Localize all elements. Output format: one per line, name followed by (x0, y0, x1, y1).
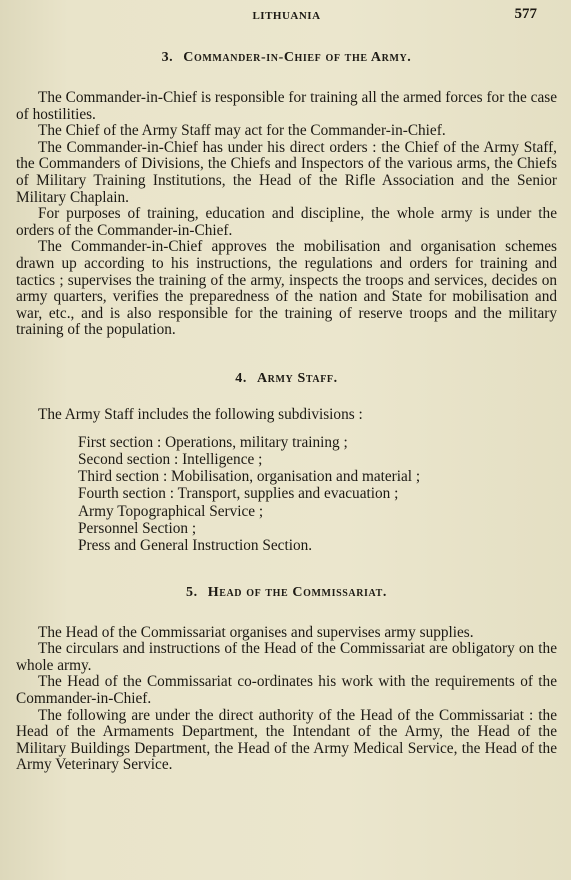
paragraph: The Commander-in-Chief approves the mobilisation and organisation schemes drawn up according to his instructions, the regulations and orders for training and tactics ; supervises the training of the army, inspects the troops and services, decides on army quarters, verifies the preparedness of the nation and State for mobilisation and war, etc., and is also responsible for the training of reserve troops and the military training of the population. (16, 238, 557, 339)
section-3-heading (16, 50, 557, 66)
running-head (16, 6, 557, 28)
paragraph: The Head of the Commissariat co-ordinates his work with the requirements of the Commander-in-Chief. (16, 673, 557, 707)
list-item: Army Topographical Service ; (78, 502, 264, 520)
list-item: Personnel Section ; (78, 519, 197, 537)
list-item: Second section : Intelligence ; (78, 450, 263, 468)
page-number: 577 (514, 6, 537, 22)
section-3-number: 3. (161, 50, 174, 65)
list-item: Third section : Mobilisation, organisation and material ; (78, 468, 421, 486)
running-title: LITHUANIA (252, 10, 321, 22)
paragraph: The Commander-in-Chief has under his direct orders : the Chief of the Army Staff, the Commanders of Divisions, the Chiefs and Inspectors of the various arms, the Chiefs of Military Training Institutions, the Head of the Rifle Association and the Senior Military Chaplain. (16, 138, 557, 206)
subdivision-list (16, 434, 557, 555)
section-5-number: 5. (186, 584, 198, 600)
paragraph: The Chief of the Army Staff may act for the Commander-in-Chief. (38, 122, 446, 140)
paragraph: The Head of the Commissariat organises and supervises army supplies. (38, 623, 474, 641)
section-3-title: Commander-in-Chief of the Army. (183, 50, 412, 65)
section-5-heading (16, 585, 557, 601)
list-item: First section : Operations, military training ; (78, 433, 348, 451)
section-5-title: Head of the Commissariat. (207, 584, 387, 600)
section-4-heading (16, 371, 557, 387)
section-4-title: Army Staff. (256, 370, 338, 386)
paragraph: The Commander-in-Chief is responsible for training all the armed forces for the case of hostilities. (16, 89, 557, 123)
paragraph: The circulars and instructions of the Head of the Commissariat are obligatory on the whole army. (16, 640, 557, 674)
army-staff-intro: The Army Staff includes the following subdivisions : (38, 405, 363, 423)
section-4-number: 4. (235, 370, 247, 386)
list-item: Fourth section : Transport, supplies and evacuation ; (78, 485, 399, 503)
paragraph: The following are under the direct authority of the Head of the Commissariat : the Head of the Armaments Department, the Intendant of the Army, the Head of the Military Buildings Department, the Head of the Army Medical Service, the Head of the Army Veterinary Service. (16, 706, 557, 774)
list-item: Press and General Instruction Section. (78, 537, 313, 555)
paragraph: For purposes of training, education and discipline, the whole army is under the orders of the Commander-in-Chief. (16, 205, 557, 239)
